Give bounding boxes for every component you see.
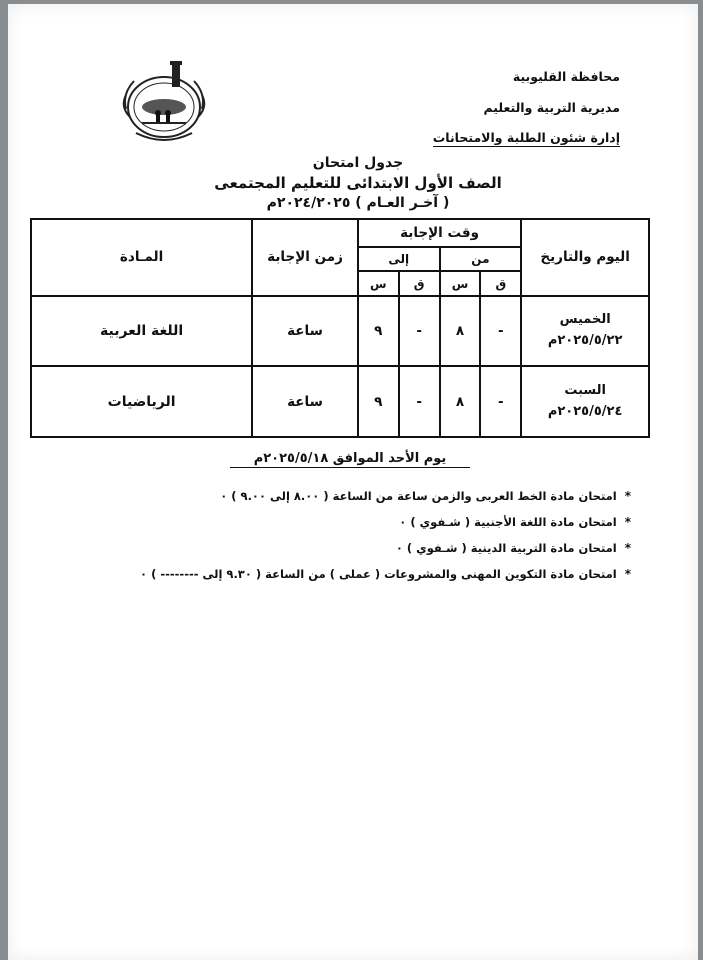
asterisk-bullet-icon: * xyxy=(624,541,631,555)
header-to-hour: س xyxy=(358,271,399,295)
exam-date: ٢٠٢٥/٥/٢٢م xyxy=(547,333,623,348)
subject-cell: الرياضيات xyxy=(31,366,252,437)
title-line-3: ( آخـر العـام ) ٢٠٢٤/٢٠٢٥م xyxy=(266,195,450,211)
duration-cell: ساعة xyxy=(252,296,358,367)
subject-cell: اللغة العربية xyxy=(31,296,252,367)
list-item xyxy=(91,535,631,561)
day-name: السبت xyxy=(564,382,606,398)
header-day-date: اليوم والتاريخ xyxy=(521,219,649,296)
note-text: امتحان مادة اللغة الأجنبية ( شـفوي ) ٠ xyxy=(399,515,617,529)
table-row xyxy=(31,366,649,437)
list-item xyxy=(91,509,631,535)
to-minute-cell: - xyxy=(399,296,440,367)
day-date-cell xyxy=(521,366,649,437)
header-from: من xyxy=(440,247,522,271)
exam-schedule-table xyxy=(30,218,650,438)
notes-list xyxy=(91,483,631,587)
asterisk-bullet-icon: * xyxy=(624,515,631,529)
from-hour-cell: ٨ xyxy=(440,296,481,367)
note-text: امتحان مادة التكوين المهنى والمشروعات ( عملى ) من الساعة ( ٩.٣٠ إلى -------- ) ٠ xyxy=(140,567,617,581)
note-text: امتحان مادة التربية الدينية ( شـفوي ) ٠ xyxy=(395,541,617,555)
to-minute-cell: - xyxy=(399,366,440,437)
header-from-hour: س xyxy=(440,271,481,295)
announcement-line: يوم الأحد الموافق ٢٠٢٥/٥/١٨م xyxy=(230,451,470,468)
document-page xyxy=(8,4,698,960)
list-item xyxy=(91,561,631,587)
to-hour-cell: ٩ xyxy=(358,366,399,437)
title-block xyxy=(168,156,548,218)
duration-cell: ساعة xyxy=(252,366,358,437)
asterisk-bullet-icon: * xyxy=(624,489,631,503)
header-to-minute: ق xyxy=(399,271,440,295)
asterisk-bullet-icon: * xyxy=(624,567,631,581)
title-line-2: الصف الأول الابتدائى للتعليم المجتمعى xyxy=(214,174,502,192)
to-hour-cell: ٩ xyxy=(358,296,399,367)
from-hour-cell: ٨ xyxy=(440,366,481,437)
day-date-cell xyxy=(521,296,649,367)
from-minute-cell: - xyxy=(480,296,521,367)
header-to: إلى xyxy=(358,247,440,271)
list-item xyxy=(91,483,631,509)
header-answer-time: وقت الإجابة xyxy=(358,219,521,247)
table-row xyxy=(31,296,649,367)
header-lines xyxy=(420,62,620,155)
header-subject: المـادة xyxy=(31,219,252,296)
from-minute-cell: - xyxy=(480,366,521,437)
directorate-name: مديرية التربية والتعليم xyxy=(483,100,620,116)
exam-date: ٢٠٢٥/٥/٢٤م xyxy=(547,403,623,419)
note-text: امتحان مادة الخط العربى والزمن ساعة من الساعة ( ٨.٠٠ إلى ٩.٠٠ ) ٠ xyxy=(220,489,617,503)
department-name: إدارة شئون الطلبة والامتحانات xyxy=(433,132,620,148)
header-duration: زمن الإجابة xyxy=(252,219,358,296)
header-from-minute: ق xyxy=(480,271,521,295)
day-name: الخميس xyxy=(559,312,611,328)
governorate-name: محافظة القليوبية xyxy=(512,69,620,85)
title-line-1: جدول امتحان xyxy=(312,155,404,171)
governorate-emblem-logo xyxy=(116,59,212,145)
